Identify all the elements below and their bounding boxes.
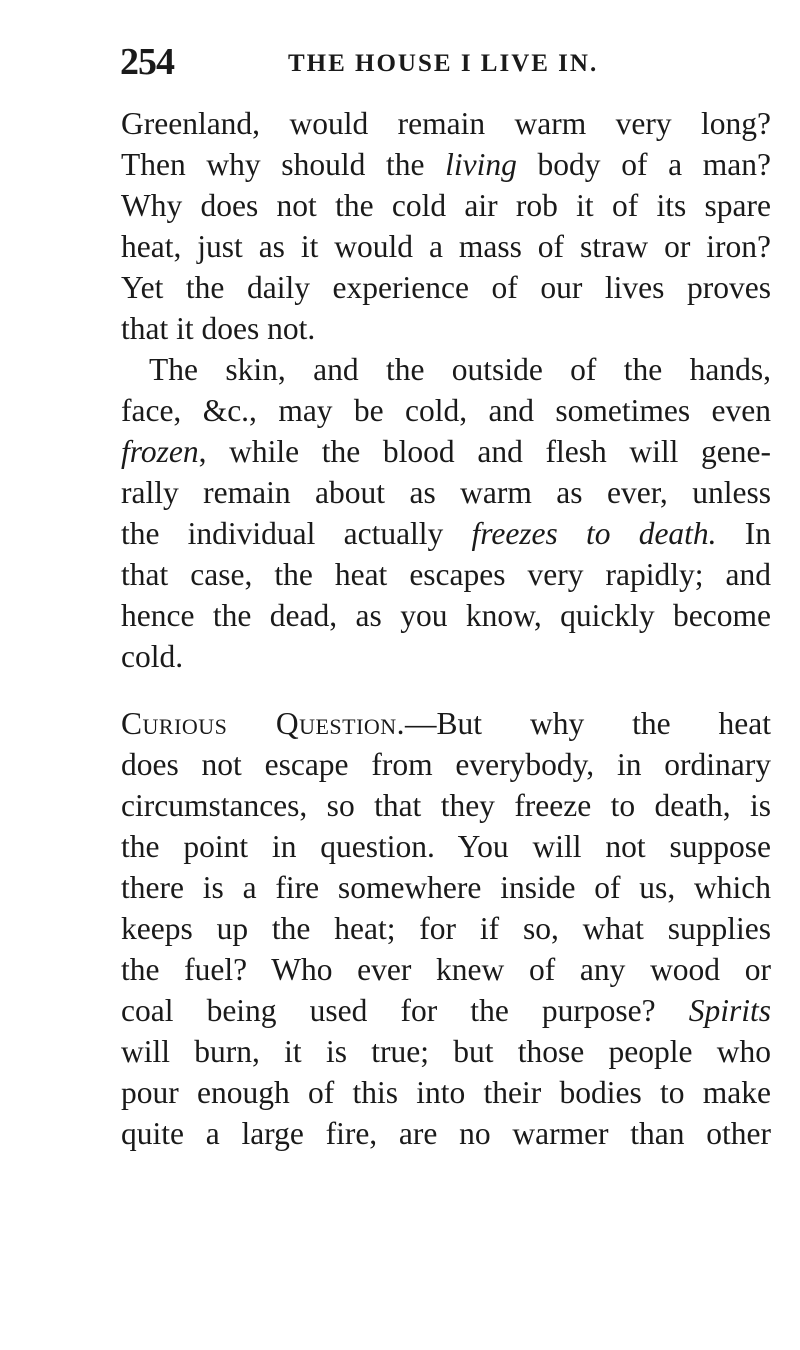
text-line: that it does not. xyxy=(121,311,316,346)
text-line: The skin, and the outside of the hands, xyxy=(149,352,771,387)
text-line: frozen, while the blood and flesh will gene- xyxy=(121,434,771,469)
text-line: the point in question. You will not suppose xyxy=(121,829,771,864)
text-line: Greenland, would remain warm very long? xyxy=(121,106,771,141)
text-line: circumstances, so that they freeze to death, is xyxy=(121,788,771,823)
emphasis-living: living xyxy=(445,147,517,182)
text-line: cold. xyxy=(121,639,184,674)
text-line: Why does not the cold air rob it of its spare xyxy=(121,188,771,223)
text-line: Curious Question.—But why the heat xyxy=(121,706,771,741)
running-head xyxy=(120,42,770,82)
text-line: there is a fire somewhere inside of us, which xyxy=(121,870,771,905)
text-line: hence the dead, as you know, quickly become xyxy=(121,598,771,633)
text-line: the fuel? Who ever knew of any wood or xyxy=(121,952,771,987)
paragraph-3 xyxy=(121,703,771,1154)
paragraph-gap xyxy=(121,677,771,703)
text-line: pour enough of this into their bodies to make xyxy=(121,1075,771,1110)
running-title: THE HOUSE I LIVE IN. xyxy=(288,50,599,77)
paragraph-1 xyxy=(121,103,771,349)
text-line: rally remain about as warm as ever, unless xyxy=(121,475,771,510)
text-line: does not escape from everybody, in ordinary xyxy=(121,747,771,782)
text-line: heat, just as it would a mass of straw or iron? xyxy=(121,229,771,264)
body-text xyxy=(121,103,771,1154)
emphasis-freezes-to-death: freezes to death. xyxy=(471,516,717,551)
text-line: the individual actually freezes to death. In xyxy=(121,516,771,551)
emphasis-frozen: frozen xyxy=(121,434,199,469)
paragraph-2 xyxy=(121,349,771,677)
text-line: quite a large fire, are no warmer than other xyxy=(121,1116,771,1151)
text-line: face, &c., may be cold, and sometimes even xyxy=(121,393,771,428)
emphasis-spirits: Spirits xyxy=(688,993,771,1028)
text-line: that case, the heat escapes very rapidly; and xyxy=(121,557,771,592)
text-line: keeps up the heat; for if so, what supplies xyxy=(121,911,771,946)
text-line: will burn, it is true; but those people who xyxy=(121,1034,771,1069)
section-heading: Curious Question. xyxy=(121,706,406,741)
text-line: Then why should the living body of a man? xyxy=(121,147,771,182)
text-line: coal being used for the purpose? Spirits xyxy=(121,993,771,1028)
text-line: Yet the daily experience of our lives proves xyxy=(121,270,771,305)
page-number: 254 xyxy=(120,41,174,83)
